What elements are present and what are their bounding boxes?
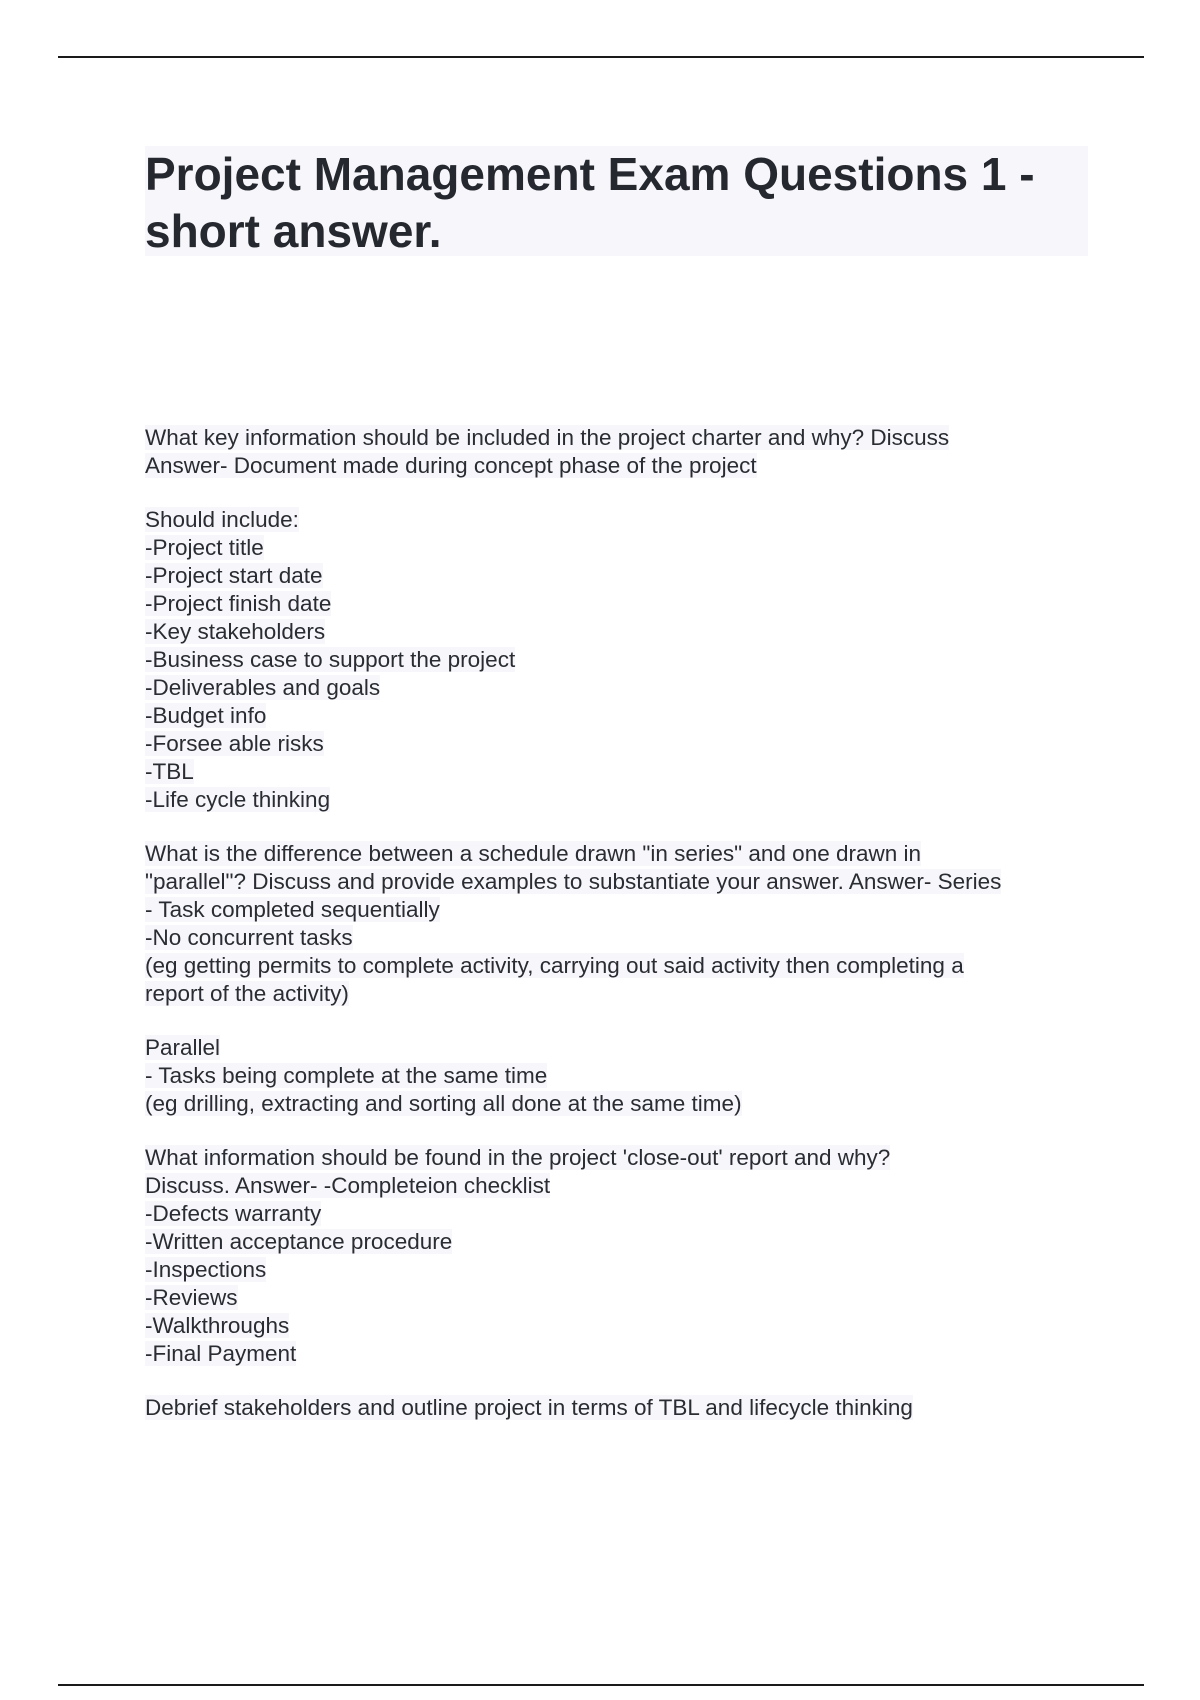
debrief-note xyxy=(145,1394,1105,1422)
list-item: -Project start date xyxy=(145,563,323,588)
top-rule xyxy=(58,56,1144,58)
list-item: -Defects warranty xyxy=(145,1201,322,1226)
list-item: -Budget info xyxy=(145,703,267,728)
text-line: - Tasks being complete at the same time xyxy=(145,1063,548,1088)
list-item: -Final Payment xyxy=(145,1341,297,1366)
text-line: - Task completed sequentially xyxy=(145,897,440,922)
text-line: Debrief stakeholders and outline project in terms of TBL and lifecycle thinking xyxy=(145,1395,913,1420)
document-title: Project Management Exam Questions 1 - short answer. xyxy=(145,148,1035,257)
charter-contents-list xyxy=(145,506,1105,814)
bottom-rule xyxy=(58,1684,1144,1686)
list-heading: Should include: xyxy=(145,507,299,532)
list-item: -Written acceptance procedure xyxy=(145,1229,453,1254)
list-item: -Key stakeholders xyxy=(145,619,326,644)
text-line: -No concurrent tasks xyxy=(145,925,353,950)
text-line: report of the activity) xyxy=(145,981,349,1006)
list-item: -Reviews xyxy=(145,1285,238,1310)
list-item: -Project finish date xyxy=(145,591,332,616)
text-line: Parallel xyxy=(145,1035,221,1060)
text-line: What is the difference between a schedule drawn "in series" and one drawn in xyxy=(145,841,922,866)
text-line: Answer- Document made during concept phase of the project xyxy=(145,453,757,478)
list-item: -Forsee able risks xyxy=(145,731,324,756)
question-close-out-report xyxy=(145,1144,1105,1368)
list-item: -Business case to support the project xyxy=(145,647,516,672)
question-project-charter xyxy=(145,424,1105,480)
list-item: -Life cycle thinking xyxy=(145,787,331,812)
text-line: (eg getting permits to complete activity, carrying out said activity then completing a xyxy=(145,953,964,978)
text-line: What key information should be included in the project charter and why? Discuss xyxy=(145,425,950,450)
question-series-vs-parallel xyxy=(145,840,1105,1008)
list-item: -Project title xyxy=(145,535,264,560)
list-item: -Inspections xyxy=(145,1257,267,1282)
list-item: -Walkthroughs xyxy=(145,1313,290,1338)
list-item: -TBL xyxy=(145,759,194,784)
text-line: Discuss. Answer- -Completeion checklist xyxy=(145,1173,551,1198)
document-body xyxy=(145,424,1105,1448)
text-line: (eg drilling, extracting and sorting all done at the same time) xyxy=(145,1091,742,1116)
list-item: -Deliverables and goals xyxy=(145,675,381,700)
text-line: What information should be found in the project 'close-out' report and why? xyxy=(145,1145,891,1170)
text-line: "parallel"? Discuss and provide examples to substantiate your answer. Answer- Series xyxy=(145,869,1002,894)
parallel-answer xyxy=(145,1034,1105,1118)
